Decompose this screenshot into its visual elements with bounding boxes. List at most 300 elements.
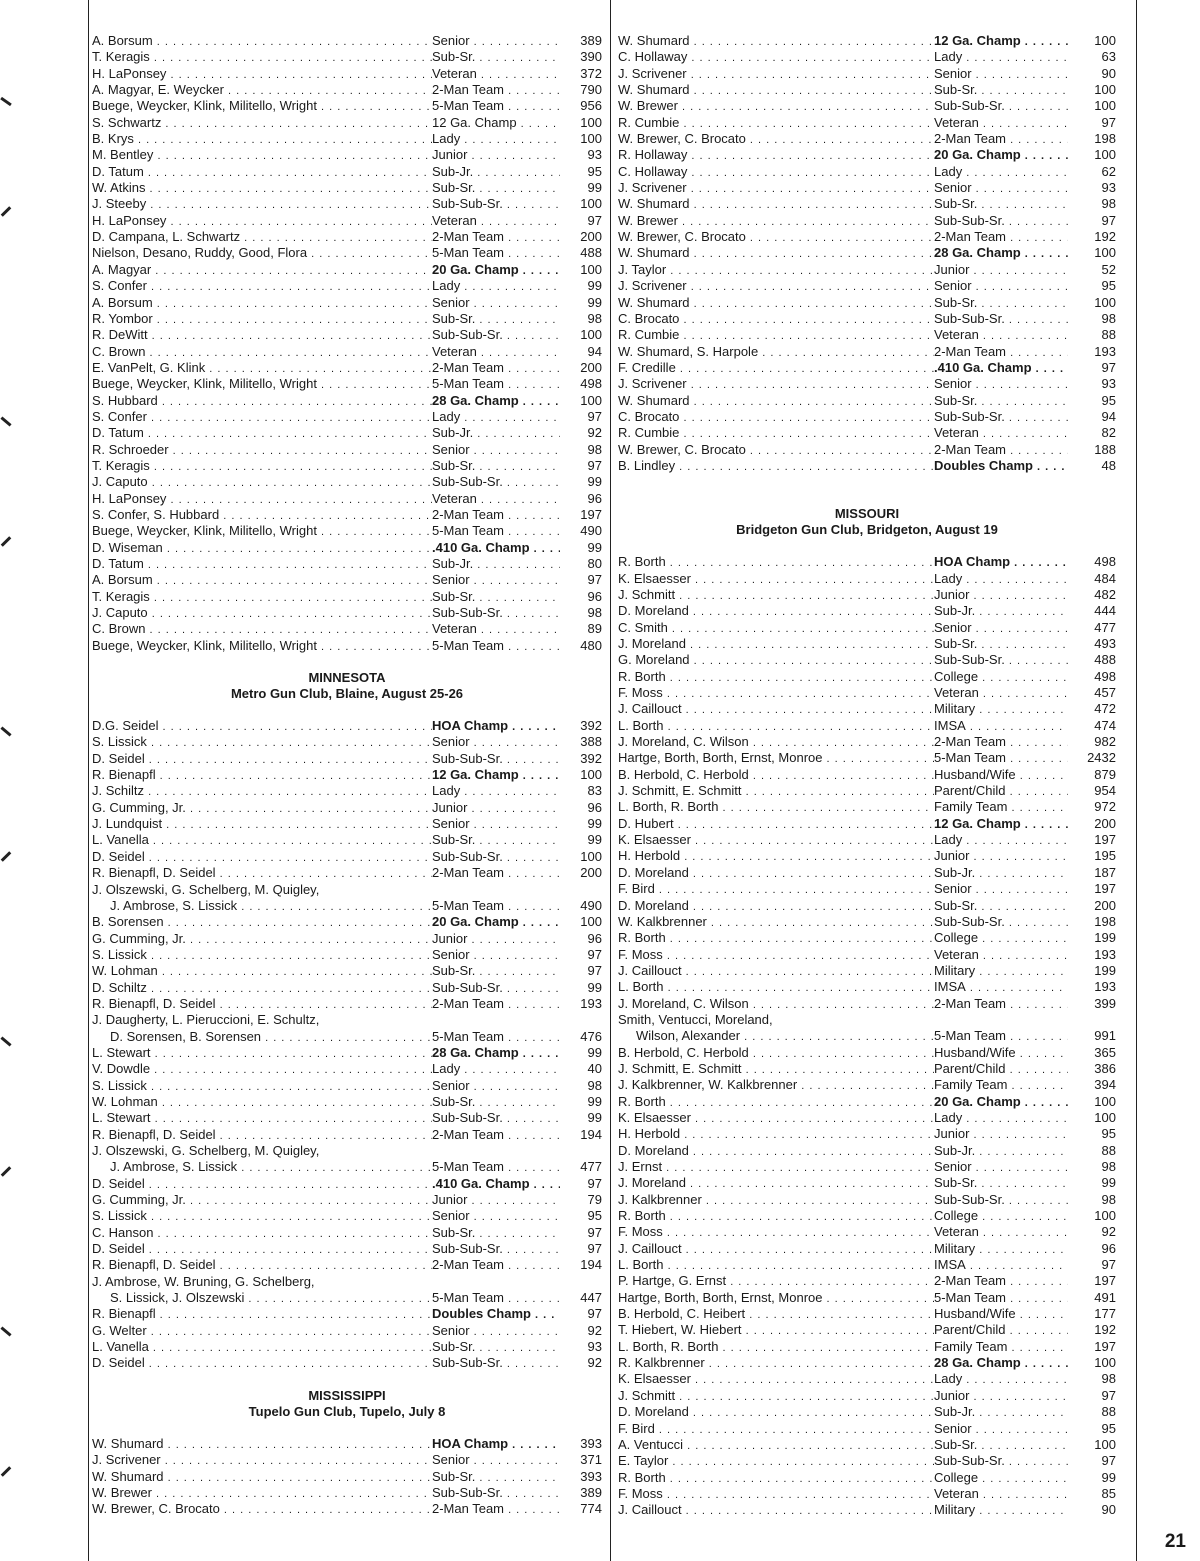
shooter-name: L. Borth . . . <box>618 1257 934 1274</box>
result-row <box>92 458 602 474</box>
shooter-name: S. Lissick . . . <box>92 1078 432 1095</box>
shooter-name: D. Tatum . . . <box>92 556 432 573</box>
result-row <box>618 669 1116 685</box>
score: 79 <box>587 1192 602 1208</box>
event-category: Veteran . . . <box>934 115 1068 132</box>
event-category: Military . . . <box>934 701 1068 718</box>
score: 188 <box>1094 441 1116 457</box>
event-category: Lady . . . <box>432 278 560 295</box>
event-category: 5-Man Team . . . <box>432 1159 560 1176</box>
result-row <box>618 1061 1116 1077</box>
shooter-name: D. Seidel . . . <box>92 849 432 866</box>
result-row <box>92 1127 602 1143</box>
shooter-name: Wilson, Alexander . . . <box>618 1028 934 1045</box>
score: 198 <box>1094 913 1116 929</box>
score: 193 <box>580 995 602 1011</box>
score: 98 <box>1101 1371 1116 1387</box>
score: 90 <box>1101 1502 1116 1518</box>
shooter-name: E. Taylor . . . <box>618 1453 934 1470</box>
score: 95 <box>1101 392 1116 408</box>
event-category: Veteran . . . <box>934 327 1068 344</box>
event-category: Sub-Sr. . . . <box>432 49 560 66</box>
result-row <box>92 1323 602 1339</box>
event-category: Veteran . . . <box>934 1224 1068 1241</box>
result-row <box>618 1437 1116 1453</box>
shooter-name: D. Moreland . . . <box>618 1404 934 1421</box>
result-row <box>92 1061 602 1077</box>
event-category: 12 Ga. Champ . . . <box>934 33 1068 50</box>
score: 97 <box>587 1306 602 1322</box>
event-category: Sub-Sub-Sr. . . . <box>432 196 560 213</box>
score: 498 <box>1094 668 1116 684</box>
state-heading: MISSISSIPPI <box>308 1387 386 1403</box>
event-category: Lady . . . <box>432 783 560 800</box>
result-row <box>618 327 1116 343</box>
shooter-name: V. Dowdle . . . <box>92 1061 432 1078</box>
event-category: 28 Ga. Champ . . . <box>934 245 1068 262</box>
score: 92 <box>1101 1224 1116 1240</box>
shooter-name: G. Welter . . . <box>92 1323 432 1340</box>
result-row <box>618 1045 1116 1061</box>
score: 96 <box>587 588 602 604</box>
score: 193 <box>1094 946 1116 962</box>
shooter-name: G. Cumming, Jr. . . . <box>92 931 432 948</box>
score: 444 <box>1094 603 1116 619</box>
shooter-name: R. Borth . . . <box>618 1094 934 1111</box>
score: 97 <box>587 212 602 228</box>
shooter-name: F. Moss . . . <box>618 947 934 964</box>
result-row <box>618 49 1116 65</box>
event-category: 5-Man Team . . . <box>432 898 560 915</box>
event-category: HOA Champ . . . <box>432 718 560 735</box>
event-category: Sub-Sr. . . . <box>934 196 1068 213</box>
result-row <box>618 229 1116 245</box>
result-row <box>92 1094 602 1110</box>
shooter-name: S. Lissick . . . <box>92 1208 432 1225</box>
event-category: IMSA . . . <box>934 718 1068 735</box>
score: 100 <box>1094 245 1116 261</box>
result-row <box>618 816 1116 832</box>
score: 488 <box>1094 652 1116 668</box>
shooter-name: C. Smith . . . <box>618 620 934 637</box>
shooter-name: R. Cumbie . . . <box>618 425 934 442</box>
result-row <box>92 783 602 799</box>
result-row <box>92 1339 602 1355</box>
event-category: 2-Man Team . . . <box>934 131 1068 148</box>
event-category: 28 Ga. Champ . . . <box>432 1045 560 1062</box>
score: 100 <box>1094 294 1116 310</box>
event-category: Senior . . . <box>934 180 1068 197</box>
result-row <box>92 262 602 278</box>
result-row <box>92 996 602 1012</box>
score: 94 <box>1101 408 1116 424</box>
event-category: Sub-Sub-Sr. . . . <box>432 605 560 622</box>
shooter-name: W. Brewer . . . <box>92 1485 432 1502</box>
team-members-line: J. Olszewski, G. Schelberg, M. Quigley, <box>92 881 320 897</box>
result-row <box>92 376 602 392</box>
binding-mark <box>1 1466 12 1477</box>
score: 389 <box>580 33 602 48</box>
result-row <box>92 1143 602 1159</box>
score: 200 <box>1094 815 1116 831</box>
section-spacer <box>618 474 1116 490</box>
result-row <box>618 1339 1116 1355</box>
event-category: Junior . . . <box>432 800 560 817</box>
event-category: 5-Man Team . . . <box>934 1028 1068 1045</box>
left-results-column <box>92 33 602 1518</box>
score: 93 <box>587 147 602 163</box>
score: 98 <box>1101 1159 1116 1174</box>
result-row <box>92 816 602 832</box>
event-category: Sub-Sr. . . . <box>934 1175 1068 1192</box>
result-row <box>92 1485 602 1501</box>
shooter-name: J. Moreland, C. Wilson . . . <box>618 734 934 751</box>
score: 100 <box>580 114 602 130</box>
event-category: Veteran . . . <box>934 1486 1068 1503</box>
result-row <box>92 865 602 881</box>
result-row <box>618 718 1116 734</box>
shooter-name: W. Kalkbrenner . . . <box>618 914 934 931</box>
score: 100 <box>580 131 602 147</box>
result-row <box>92 1176 602 1192</box>
event-category: Junior . . . <box>432 931 560 948</box>
score: 100 <box>1094 1109 1116 1125</box>
event-category: Veteran . . . <box>934 425 1068 442</box>
result-row <box>92 115 602 131</box>
shooter-name: S. Schwartz . . . <box>92 115 432 132</box>
result-row <box>618 1273 1116 1289</box>
shooter-name: J. Caillouct . . . <box>618 963 934 980</box>
result-row <box>92 442 602 458</box>
event-category: Sub-Sub-Sr. . . . <box>432 1485 560 1502</box>
shooter-name: D. Moreland . . . <box>618 865 934 882</box>
shooter-name: L. Stewart . . . <box>92 1110 432 1127</box>
result-row <box>618 1012 1116 1028</box>
event-category: Sub-Sr. . . . <box>934 295 1068 312</box>
result-row <box>92 523 602 539</box>
score: 82 <box>1101 425 1116 441</box>
result-row <box>92 66 602 82</box>
team-members-line: J. Ambrose, W. Bruning, G. Schelberg, <box>92 1273 315 1289</box>
score: 83 <box>587 783 602 799</box>
result-row <box>618 898 1116 914</box>
result-row <box>92 605 602 621</box>
score: 197 <box>1094 881 1116 897</box>
shooter-name: A. Ventucci . . . <box>618 1437 934 1454</box>
event-category: Sub-Sr. . . . <box>432 589 560 606</box>
score: 99 <box>587 832 602 848</box>
shooter-name: R. Bienapfl, D. Seidel . . . <box>92 1127 432 1144</box>
shooter-name: R. Borth . . . <box>618 1470 934 1487</box>
score: 48 <box>1101 457 1116 473</box>
score: 88 <box>1101 1404 1116 1420</box>
shooter-name: H. Herbold . . . <box>618 1126 934 1143</box>
shooter-name: J. Kalkbrenner . . . <box>618 1192 934 1209</box>
shooter-name: J. Caillouct . . . <box>618 1241 934 1258</box>
shooter-name: D. Seidel . . . <box>92 751 432 768</box>
shooter-name: S. Confer . . . <box>92 409 432 426</box>
event-category: 20 Ga. Champ . . . <box>934 1094 1068 1111</box>
result-row <box>618 98 1116 114</box>
score: 100 <box>1094 98 1116 114</box>
event-category: Husband/Wife . . . <box>934 1045 1068 1062</box>
event-category: 2-Man Team . . . <box>934 442 1068 459</box>
section-spacer <box>618 538 1116 554</box>
shooter-name: F. Credille . . . <box>618 360 934 377</box>
score: 100 <box>580 848 602 864</box>
result-row <box>618 587 1116 603</box>
event-category: 5-Man Team . . . <box>934 1290 1068 1307</box>
event-category: 5-Man Team . . . <box>432 1029 560 1046</box>
event-category: 5-Man Team . . . <box>432 376 560 393</box>
event-category: Junior . . . <box>934 1388 1068 1405</box>
shooter-name: D. Tatum . . . <box>92 164 432 181</box>
shooter-name: J. Steeby . . . <box>92 196 432 213</box>
shooter-name: D. Seidel . . . <box>92 1241 432 1258</box>
result-row <box>92 49 602 65</box>
score: 88 <box>1101 327 1116 343</box>
score: 193 <box>1094 343 1116 359</box>
result-row <box>618 1028 1116 1044</box>
score: 99 <box>587 180 602 196</box>
score: 389 <box>580 1484 602 1500</box>
result-row <box>92 1306 602 1322</box>
shooter-name: W. Shumard . . . <box>618 295 934 312</box>
event-category: 2-Man Team . . . <box>432 507 560 524</box>
score: 199 <box>1094 962 1116 978</box>
result-row <box>92 1012 602 1028</box>
shooter-name: D. Hubert . . . <box>618 816 934 833</box>
result-row <box>618 701 1116 717</box>
event-category: Sub-Jr. . . . <box>934 1143 1068 1160</box>
score: 100 <box>580 767 602 783</box>
result-row <box>92 832 602 848</box>
shooter-name: R. Bienapfl, D. Seidel . . . <box>92 865 432 882</box>
event-category: Senior . . . <box>432 572 560 589</box>
team-members-line: J. Daugherty, L. Pieruccioni, E. Schultz, <box>92 1012 320 1028</box>
binding-mark <box>0 726 11 736</box>
score: 447 <box>580 1290 602 1306</box>
result-row <box>92 540 602 556</box>
event-category: 2-Man Team . . . <box>934 1273 1068 1290</box>
shooter-name: D. Wiseman . . . <box>92 540 432 557</box>
shooter-name: D. Sorensen, B. Sorensen . . . <box>92 1029 432 1046</box>
event-category: Sub-Jr. . . . <box>432 556 560 573</box>
result-row <box>92 131 602 147</box>
event-category: Senior . . . <box>432 734 560 751</box>
result-row <box>618 164 1116 180</box>
shooter-name: D. Seidel . . . <box>92 1355 432 1372</box>
score: 99 <box>587 1044 602 1060</box>
result-row <box>618 603 1116 619</box>
score: 498 <box>1094 554 1116 570</box>
shooter-name: W. Brewer . . . <box>618 213 934 230</box>
score: 98 <box>1101 310 1116 326</box>
result-row <box>618 1388 1116 1404</box>
score: 97 <box>587 457 602 473</box>
club-heading: Tupelo Gun Club, Tupelo, July 8 <box>248 1403 446 1419</box>
score: 972 <box>1094 799 1116 815</box>
result-row <box>92 196 602 212</box>
shooter-name: F. Bird . . . <box>618 881 934 898</box>
event-category: 28 Ga. Champ . . . <box>432 393 560 410</box>
shooter-name: J. Schmitt . . . <box>618 1388 934 1405</box>
score: 99 <box>1101 1469 1116 1485</box>
shooter-name: T. Keragis . . . <box>92 458 432 475</box>
event-category: Veteran . . . <box>934 947 1068 964</box>
event-category: Sub-Sr. . . . <box>432 1339 560 1356</box>
result-row <box>618 344 1116 360</box>
score: 790 <box>580 82 602 98</box>
shooter-name: W. Shumard . . . <box>618 245 934 262</box>
score: 97 <box>1101 212 1116 228</box>
event-category: Lady . . . <box>934 164 1068 181</box>
score: 386 <box>1094 1060 1116 1076</box>
shooter-name: H. LaPonsey . . . <box>92 491 432 508</box>
score: 388 <box>580 734 602 750</box>
score: 491 <box>1094 1289 1116 1305</box>
event-category: Family Team . . . <box>934 1077 1068 1094</box>
shooter-name: R. Bienapfl . . . <box>92 767 432 784</box>
score: 100 <box>1094 1355 1116 1371</box>
shooter-name: J. Moreland, C. Wilson . . . <box>618 996 934 1013</box>
result-row <box>618 685 1116 701</box>
event-category: 28 Ga. Champ . . . <box>934 1355 1068 1372</box>
score: 954 <box>1094 783 1116 799</box>
score: 100 <box>580 196 602 212</box>
shooter-name: J. Caillouct . . . <box>618 701 934 718</box>
event-category: Doubles Champ . . . <box>432 1306 560 1323</box>
score: 97 <box>587 1175 602 1191</box>
score: 63 <box>1101 49 1116 65</box>
score: 98 <box>1101 196 1116 212</box>
score: 99 <box>587 474 602 490</box>
score: 200 <box>1094 897 1116 913</box>
event-category: 2-Man Team . . . <box>432 229 560 246</box>
score: 393 <box>580 1468 602 1484</box>
result-row <box>92 767 602 783</box>
result-row <box>618 914 1116 930</box>
score: 95 <box>1101 278 1116 294</box>
result-row <box>92 849 602 865</box>
event-category: Sub-Sr. . . . <box>432 458 560 475</box>
event-category: 2-Man Team . . . <box>934 229 1068 246</box>
club-heading: Bridgeton Gun Club, Bridgeton, August 19 <box>736 522 998 538</box>
event-category: Sub-Sr. . . . <box>432 180 560 197</box>
event-category: Sub-Jr. . . . <box>934 603 1068 620</box>
score: 93 <box>1101 376 1116 392</box>
shooter-name: S. Lissick . . . <box>92 947 432 964</box>
result-row <box>92 1469 602 1485</box>
result-row <box>618 865 1116 881</box>
event-category: Sub-Jr. . . . <box>934 1404 1068 1421</box>
result-row <box>618 1175 1116 1191</box>
event-category: Sub-Sub-Sr. . . . <box>432 980 560 997</box>
shooter-name: L. Borth, R. Borth . . . <box>618 1339 934 1356</box>
result-row <box>618 1306 1116 1322</box>
score: 195 <box>1094 848 1116 864</box>
result-row <box>92 245 602 261</box>
event-category: Sub-Sub-Sr. . . . <box>432 849 560 866</box>
event-category: College . . . <box>934 1208 1068 1225</box>
result-row <box>92 180 602 196</box>
shooter-name: L. Borth, R. Borth . . . <box>618 799 934 816</box>
score: 80 <box>587 556 602 571</box>
shooter-name: K. Elsaesser . . . <box>618 1110 934 1127</box>
shooter-name: H. LaPonsey . . . <box>92 213 432 230</box>
score: 199 <box>1094 930 1116 946</box>
shooter-name: J. Schmitt, E. Schmitt . . . <box>618 1061 934 1078</box>
shooter-name: S. Confer, S. Hubbard . . . <box>92 507 432 524</box>
event-category: Sub-Sr. . . . <box>432 1094 560 1111</box>
event-category: 5-Man Team . . . <box>432 523 560 540</box>
event-category: 2-Man Team . . . <box>432 82 560 99</box>
score: 982 <box>1094 734 1116 750</box>
result-row <box>618 278 1116 294</box>
shooter-name: L. Stewart . . . <box>92 1045 432 1062</box>
result-row <box>618 1241 1116 1257</box>
shooter-name: C. Brocato . . . <box>618 409 934 426</box>
result-row <box>92 147 602 163</box>
score: 98 <box>587 441 602 457</box>
event-category: Sub-Jr. . . . <box>934 865 1068 882</box>
event-category: Junior . . . <box>934 587 1068 604</box>
result-row <box>618 1077 1116 1093</box>
result-row <box>618 930 1116 946</box>
score: 90 <box>1101 65 1116 81</box>
event-category: 2-Man Team . . . <box>934 344 1068 361</box>
shooter-name: W. Brewer, C. Brocato . . . <box>618 442 934 459</box>
event-category: 20 Ga. Champ . . . <box>432 914 560 931</box>
result-row <box>618 196 1116 212</box>
event-category: Lady . . . <box>432 1061 560 1078</box>
event-category: Sub-Sub-Sr. . . . <box>432 474 560 491</box>
shooter-name: D. Campana, L. Schwartz . . . <box>92 229 432 246</box>
score: 92 <box>587 1322 602 1338</box>
shooter-name: G. Moreland . . . <box>618 652 934 669</box>
event-category: Family Team . . . <box>934 1339 1068 1356</box>
result-row <box>92 1029 602 1045</box>
event-category: Sub-Sr. . . . <box>934 636 1068 653</box>
score: 96 <box>1101 1240 1116 1256</box>
result-row <box>618 1404 1116 1420</box>
event-category: 12 Ga. Champ . . . <box>432 115 560 132</box>
result-row <box>92 33 602 49</box>
score: 98 <box>587 1077 602 1093</box>
shooter-name: J. Lundquist . . . <box>92 816 432 833</box>
result-row <box>618 881 1116 897</box>
shooter-name: T. Hiebert, W. Hiebert . . . <box>618 1322 934 1339</box>
score: 394 <box>1094 1077 1116 1093</box>
score: 200 <box>580 229 602 245</box>
event-category: Doubles Champ . . . <box>934 458 1068 475</box>
shooter-name: R. Borth . . . <box>618 669 934 686</box>
shooter-name: H. LaPonsey . . . <box>92 66 432 83</box>
result-row <box>618 1192 1116 1208</box>
score: 490 <box>580 523 602 539</box>
shooter-name: J. Schmitt . . . <box>618 587 934 604</box>
event-category: Sub-Sub-Sr. . . . <box>432 1241 560 1258</box>
score: 92 <box>587 425 602 441</box>
result-row <box>92 344 602 360</box>
shooter-name: W. Atkins . . . <box>92 180 432 197</box>
result-row <box>92 931 602 947</box>
score: 85 <box>1101 1485 1116 1501</box>
result-row <box>618 1094 1116 1110</box>
event-category: Lady . . . <box>934 1110 1068 1127</box>
event-category: College . . . <box>934 1470 1068 1487</box>
score: 97 <box>587 572 602 588</box>
